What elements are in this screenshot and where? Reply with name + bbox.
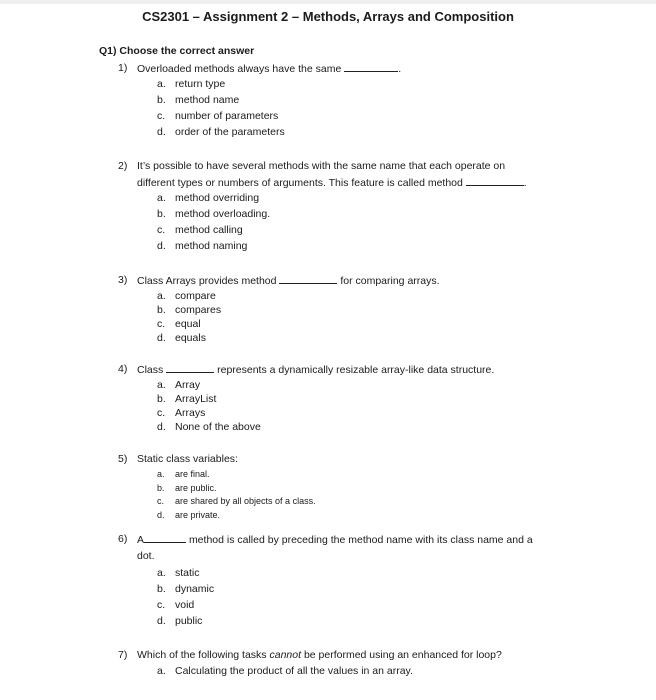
option-letter: c. bbox=[157, 599, 166, 611]
option-letter: d. bbox=[157, 240, 166, 252]
option-letter: c. bbox=[157, 110, 166, 122]
question-2 bbox=[118, 158, 558, 191]
option-text: void bbox=[175, 599, 195, 611]
option-letter: b. bbox=[157, 482, 165, 493]
option-text: equal bbox=[175, 318, 201, 330]
question-5 bbox=[118, 451, 558, 467]
question-text-end: . bbox=[523, 177, 527, 189]
question-text: Class bbox=[137, 364, 164, 376]
question-text: A bbox=[137, 534, 145, 546]
question-number: 5) bbox=[118, 453, 128, 465]
question-text-end: be performed using an enhanced for loop? bbox=[303, 649, 502, 661]
option-text: Arrays bbox=[175, 407, 206, 419]
option-letter: d. bbox=[157, 421, 166, 433]
option-letter: b. bbox=[157, 583, 166, 595]
question-number: 4) bbox=[118, 363, 128, 375]
option-letter: a. bbox=[157, 469, 165, 479]
option-letter: b. bbox=[157, 94, 166, 106]
question-7 bbox=[118, 647, 558, 663]
question-number: 2) bbox=[118, 160, 128, 172]
question-text: Which of the following tasks bbox=[137, 649, 267, 661]
option-text: static bbox=[175, 567, 200, 579]
option-letter: a. bbox=[157, 567, 166, 579]
option-letter: b. bbox=[157, 393, 166, 405]
answer-blank bbox=[279, 272, 337, 284]
question-text: Class Arrays provides method bbox=[137, 275, 277, 287]
option-letter: c. bbox=[157, 407, 166, 419]
option-text: None of the above bbox=[175, 421, 261, 433]
option-letter: a. bbox=[157, 78, 166, 90]
option-letter: a. bbox=[157, 192, 166, 204]
option-text: method naming bbox=[175, 240, 248, 252]
question-text-end: represents a dynamically resizable array-like data structure. bbox=[217, 364, 495, 376]
option-letter: d. bbox=[157, 615, 166, 627]
option-letter: c. bbox=[157, 318, 166, 330]
option-text: equals bbox=[175, 332, 206, 344]
question-text: Overloaded methods always have the same bbox=[137, 63, 342, 75]
option-text: public bbox=[175, 615, 203, 627]
question-3 bbox=[118, 272, 558, 289]
option-letter: b. bbox=[157, 304, 166, 316]
answer-blank bbox=[144, 531, 186, 543]
option-text: are private. bbox=[175, 509, 221, 520]
option-letter: b. bbox=[157, 208, 166, 220]
question-text-end: for comparing arrays. bbox=[340, 275, 440, 287]
option-text: method overloading. bbox=[175, 208, 271, 220]
option-text: are final. bbox=[175, 469, 210, 479]
question-text: It’s possible to have several methods with the same name that each operate on different types or numbers of arguments. This feature is called method bbox=[137, 160, 506, 189]
option-letter: a. bbox=[157, 290, 166, 302]
option-text: dynamic bbox=[175, 583, 215, 595]
question-number: 1) bbox=[118, 62, 128, 74]
option-text: are shared by all objects of a class. bbox=[175, 496, 316, 506]
question-text-end: method is called by preceding the method name with its class name and a dot. bbox=[137, 534, 533, 562]
answer-blank bbox=[344, 60, 398, 72]
option-text: number of parameters bbox=[175, 110, 279, 122]
option-text: ArrayList bbox=[175, 393, 217, 405]
option-text: method overriding bbox=[175, 192, 260, 204]
option-letter: d. bbox=[157, 509, 165, 520]
option-text: return type bbox=[175, 78, 226, 90]
question-6 bbox=[118, 531, 558, 564]
option-text: are public. bbox=[175, 482, 217, 493]
option-text: compare bbox=[175, 290, 216, 302]
option-text: Calculating the product of all the values in an array. bbox=[175, 665, 413, 677]
question-text: Static class variables: bbox=[137, 453, 238, 465]
question-emphasis: cannot bbox=[269, 649, 302, 661]
option-letter: c. bbox=[157, 496, 165, 506]
option-text: order of the parameters bbox=[175, 126, 285, 138]
option-letter: a. bbox=[157, 379, 166, 391]
answer-blank bbox=[166, 361, 214, 373]
question-4 bbox=[118, 361, 558, 378]
question-number: 3) bbox=[118, 274, 128, 286]
question-number: 6) bbox=[118, 533, 128, 545]
question-number: 7) bbox=[118, 649, 128, 661]
option-letter: d. bbox=[157, 126, 166, 138]
option-letter: c. bbox=[157, 224, 166, 236]
question-text-end: . bbox=[398, 63, 402, 75]
option-text: Array bbox=[175, 379, 201, 391]
option-text: method calling bbox=[175, 224, 243, 236]
option-letter: a. bbox=[157, 665, 166, 677]
option-text: method name bbox=[175, 94, 240, 106]
section-heading: Q1) Choose the correct answer bbox=[99, 45, 255, 57]
question-1 bbox=[118, 60, 558, 77]
answer-blank bbox=[466, 174, 524, 186]
option-letter: d. bbox=[157, 332, 166, 344]
option-text: compares bbox=[175, 304, 222, 316]
page-title: CS2301 – Assignment 2 – Methods, Arrays and Composition bbox=[142, 9, 514, 24]
